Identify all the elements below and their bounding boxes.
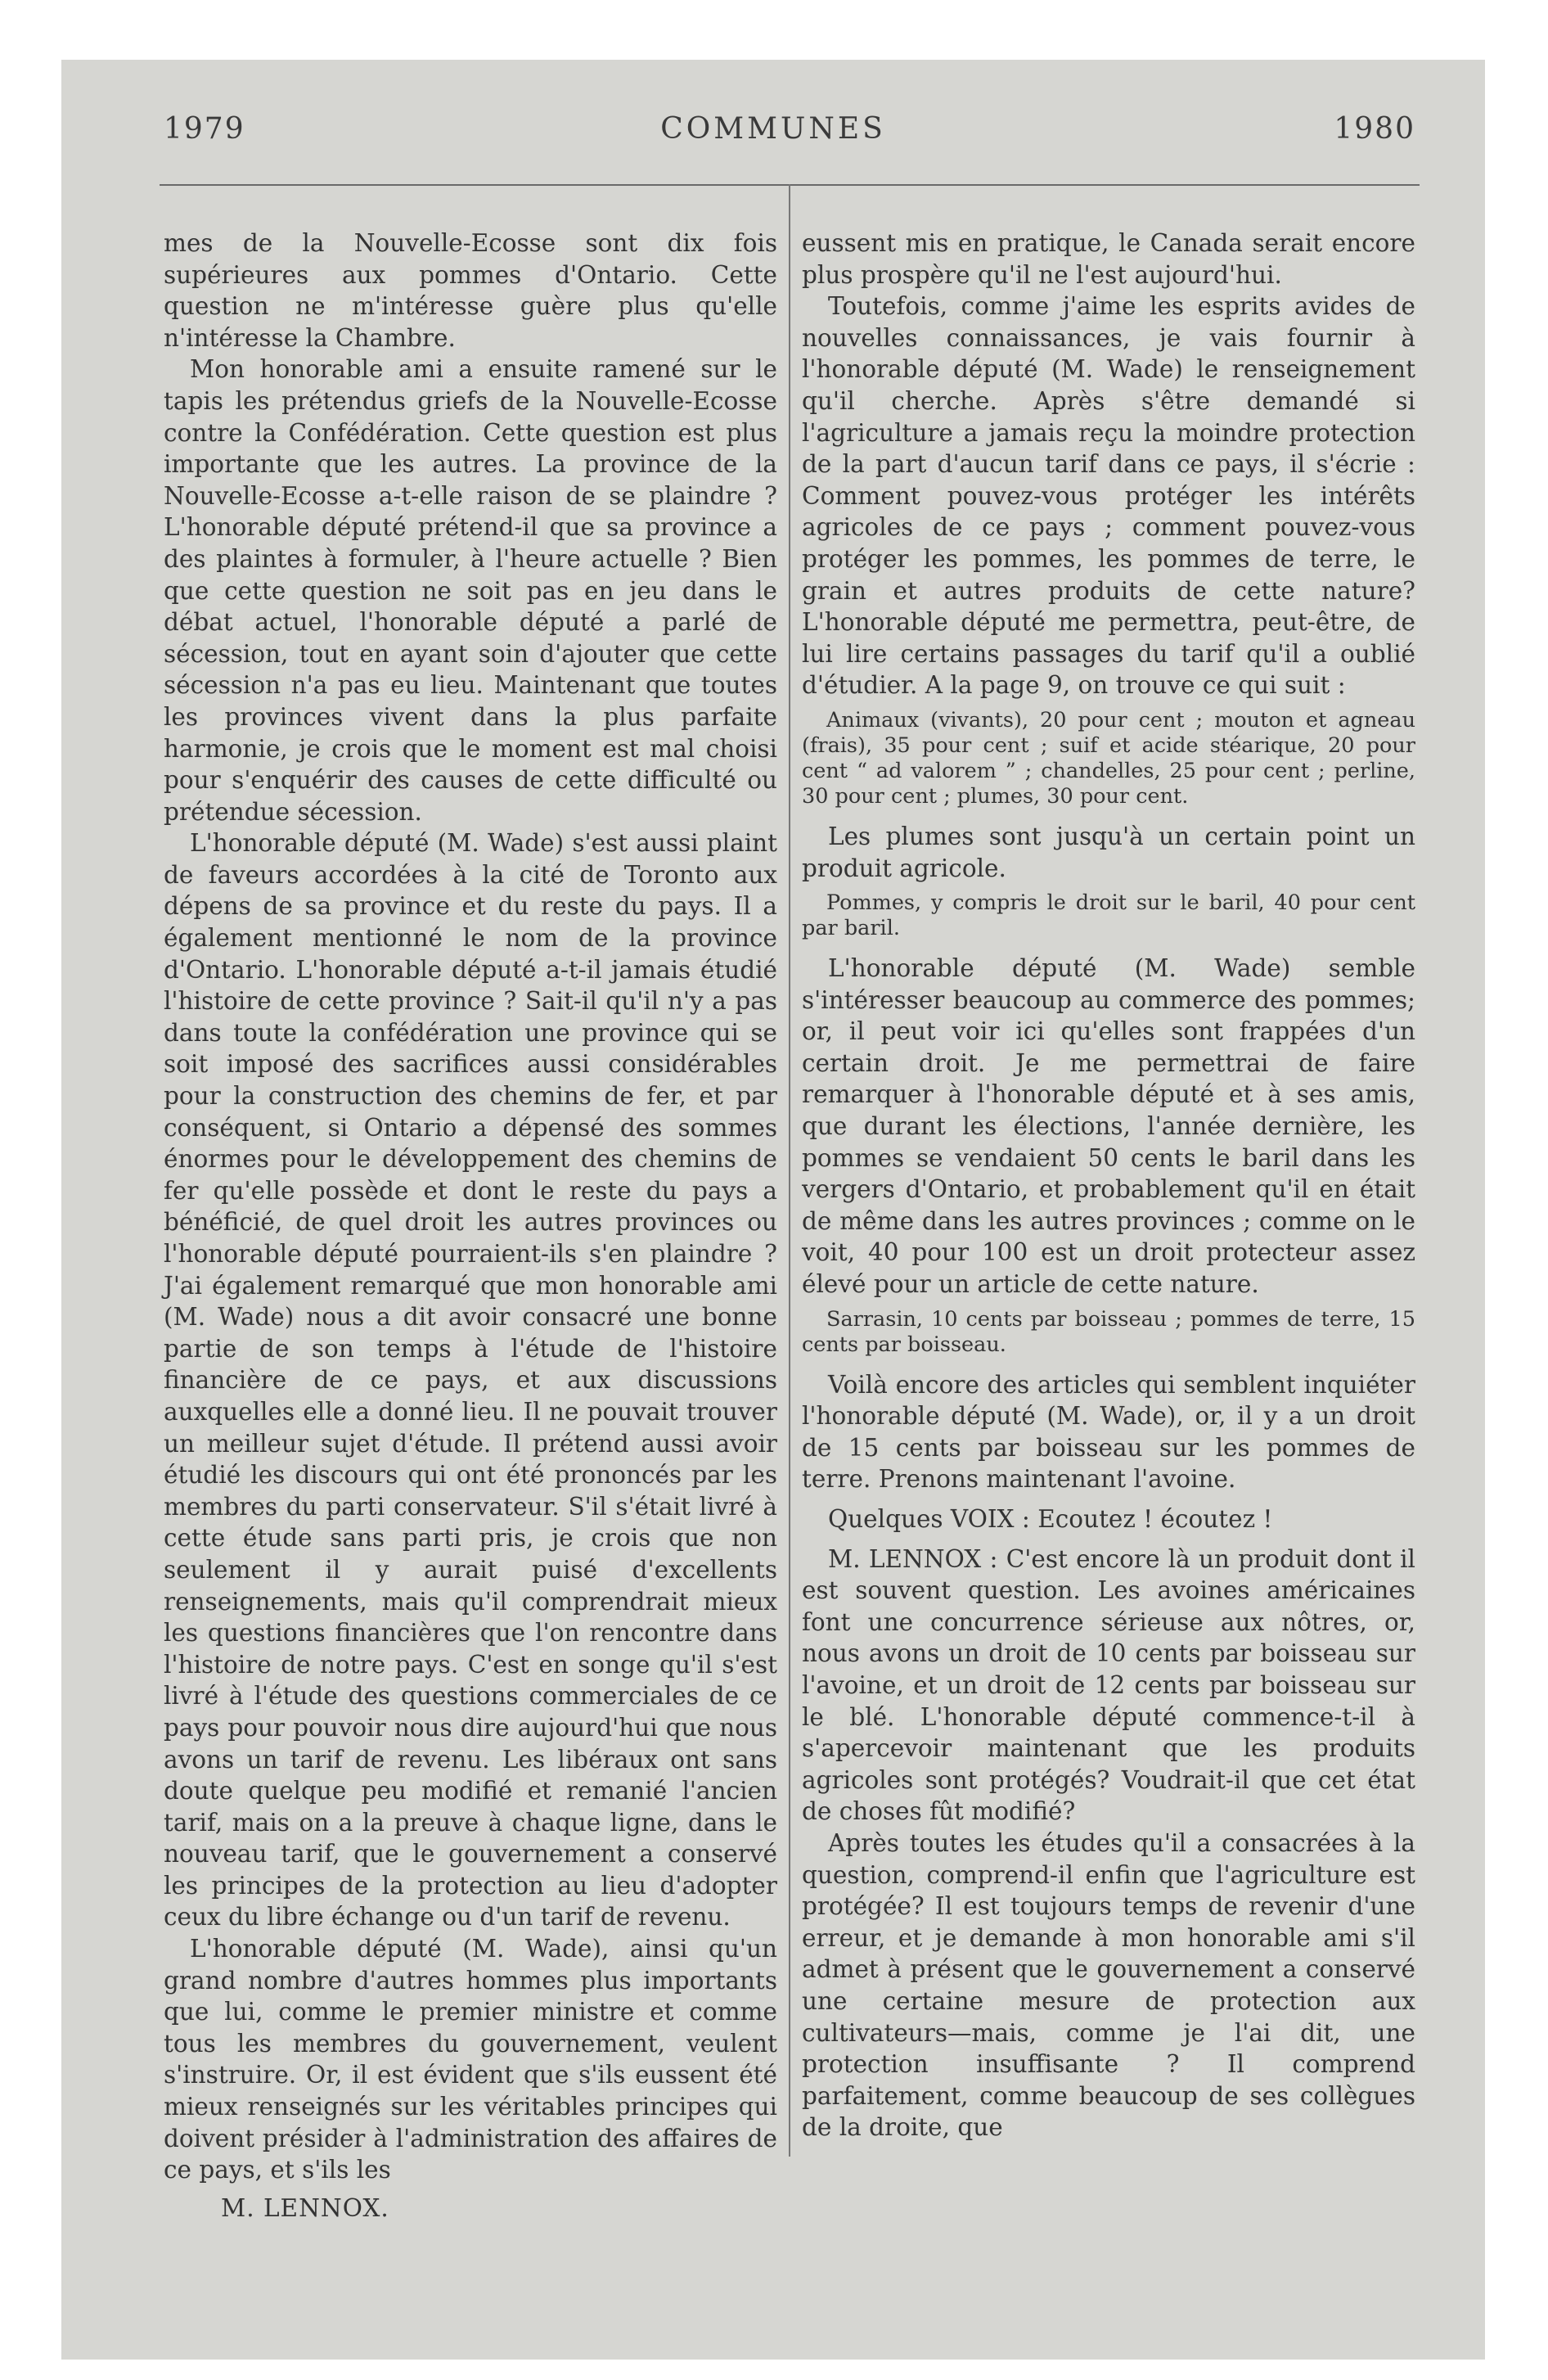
speaker-signature: M. LENNOX. [221, 2193, 389, 2222]
page-content [61, 60, 1485, 2360]
left-column [164, 228, 777, 2224]
paragraph: L'honorable député (M. Wade), ainsi qu'un grand nombre d'autres hommes plus importants que lui, comme le premier ministre et comme tous les membres du gouvernement, veulent s'instruire. Or, il est évident que s'ils eussent été mieux renseignés sur les véritables principes qui doivent présider à l'administration des affaires de ce pays, et s'ils les [164, 1935, 777, 2184]
column-divider [789, 184, 790, 2157]
paragraph: Voilà encore des articles qui semblent inquiéter l'honorable député (M. Wade), or, il y a un droit de 15 cents par boisseau sur les pommes de terre. Prenons maintenant l'avoine. [802, 1370, 1415, 1494]
paragraph: Après toutes les études qu'il a consacrées à la question, comprend-il enfin que l'agriculture est protégée? Il est toujours temps de revenir d'une erreur, et je demande à mon honorable ami s'il admet à présent que le gouvernement a conservé une certaine mesure de protection aux cultivateurs—mais, comme je l'ai dit, une protection insuffisante ? Il comprend parfaitement, comme beaucoup de ses collègues de la droite, que [802, 1828, 1415, 2142]
tariff-quote: Sarrasin, 10 cents par boisseau ; pommes de terre, 15 cents par boisseau. [802, 1306, 1415, 1357]
paragraph: Mon honorable ami a ensuite ramené sur le tapis les prétendus griefs de la Nouvelle-Ecosse contre la Confédération. Cette question est plus importante que les autres. La province de la Nouvelle-Ecosse a-t-elle raison de se plaindre ? L'honorable député prétend-il que sa province a des plaintes à formuler, à l'heure actuelle ? Bien que cette question ne soit pas en jeu dans le débat actuel, l'honorable député a parlé de sécession, tout en ayant soin d'ajouter que cette sécession n'a pas eu lieu. Maintenant que toutes les provinces vivent dans la plus parfaite harmonie, je crois que le moment est mal choisi pour s'enquérir des causes de cette difficulté ou prétendue sécession. [164, 355, 777, 826]
scanned-page [61, 60, 1485, 2360]
paragraph: L'honorable député (M. Wade) semble s'intéresser beaucoup au commerce des pommes; or, il peut voir ici qu'elles sont frappées d'un certain droit. Je me permettrai de faire remarquer à l'honorable député et à ses amis, que durant les élections, l'année dernière, les pommes se vendaient 50 cents le baril dans les vergers d'Ontario, et probablement qu'il en était de même dans les autres provinces ; comme on le voit, 40 pour 100 est un droit protecteur assez élevé pour un article de cette nature. [802, 954, 1415, 1299]
paragraph: M. LENNOX : C'est encore là un produit dont il est souvent question. Les avoines américaines font une concurrence sérieuse aux nôtres, or, nous avons un droit de 10 cents par boisseau sur l'avoine, et un droit de 12 cents par boisseau sur le blé. L'honorable député commence-t-il à s'apercevoir maintenant que les produits agricoles sont protégés? Voudrait-il que cet état de choses fût modifié? [802, 1544, 1415, 1826]
paragraph: L'honorable député (M. Wade) s'est aussi plaint de faveurs accordées à la cité de Toronto aux dépens de sa province et du reste du pays. Il a également mentionné le nom de la province d'Ontario. L'honorable député a-t-il jamais étudié l'histoire de cette province ? Sait-il qu'il n'y a pas dans toute la confédération une province qui se soit imposé des sacrifices aussi considérables pour la construction des chemins de fer, et par conséquent, si Ontario a dépensé des sommes énormes pour le développement des chemins de fer qu'elle possède et dont le reste du pays a bénéficié, de quel droit les autres provinces ou l'honorable député pourraient-ils s'en plaindre ? J'ai également remarqué que mon honorable ami (M. Wade) nous a dit avoir consacré une bonne partie de son temps à l'étude de l'histoire financière de ce pays, et aux discussions auxquelles elle a donné lieu. Il ne pouvait trouver un meilleur sujet d'étude. Il prétend aussi avoir étudié les discours qui ont été prononcés par les membres du parti conservateur. S'il s'était livré à cette étude sans parti pris, je crois que non seulement il y aurait puisé d'excellents renseignements, mais qu'il comprendrait mieux les questions financières que l'on rencontre dans l'histoire de notre pays. C'est en songe qu'il s'est livré à l'étude des questions commerciales de ce pays pour pouvoir nous dire aujourd'hui que nous avons un tarif de revenu. Les libéraux ont sans doute quelque peu modifié et remanié l'ancien tarif, mais on a la preuve à chaque ligne, dans le nouveau tarif, que le gouvernement a conservé les principes de la protection au lieu d'adopter ceux du libre échange ou d'un tarif de revenu. [164, 829, 777, 1931]
interjection: Quelques VOIX : Ecoutez ! écoutez ! [828, 1505, 1273, 1533]
paragraph: Les plumes sont jusqu'à un certain point un produit agricole. [802, 822, 1415, 882]
right-column [802, 228, 1415, 2143]
tariff-quote: Pommes, y compris le droit sur le baril, 40 pour cent par baril. [802, 890, 1415, 941]
paragraph: mes de la Nouvelle-Ecosse sont dix fois supérieures aux pommes d'Ontario. Cette question ne m'intéresse guère plus qu'elle n'intéresse la Chambre. [164, 229, 777, 352]
paragraph: eussent mis en pratique, le Canada serait encore plus prospère qu'il ne l'est aujourd'hui. [802, 229, 1415, 289]
page-number-left: 1979 [164, 112, 245, 146]
running-title: COMMUNES [660, 112, 886, 146]
tariff-quote: Animaux (vivants), 20 pour cent ; mouton et agneau (frais), 35 pour cent ; suif et acide stéarique, 20 pour cent “ ad valorem ” ; chandelles, 25 pour cent ; perline, 30 pour cent ; plumes, 30 pour cent. [802, 707, 1415, 809]
paragraph: Toutefois, comme j'aime les esprits avides de nouvelles connaissances, je vais fournir à l'honorable député (M. Wade) le renseignement qu'il cherche. Après s'être demandé si l'agriculture a jamais reçu la moindre protection de la part d'aucun tarif dans ce pays, il s'écrie : Comment pouvez-vous protéger les intérêts agricoles de ce pays ; comment pouvez-vous protéger les pommes, les pommes de terre, le grain et autres produits de cette nature? L'honorable député me permettra, peut-être, de lui lire certains passages du tarif qu'il a oublié d'étudier. A la page 9, on trouve ce qui suit : [802, 292, 1415, 700]
page-number-right: 1980 [1334, 112, 1415, 146]
